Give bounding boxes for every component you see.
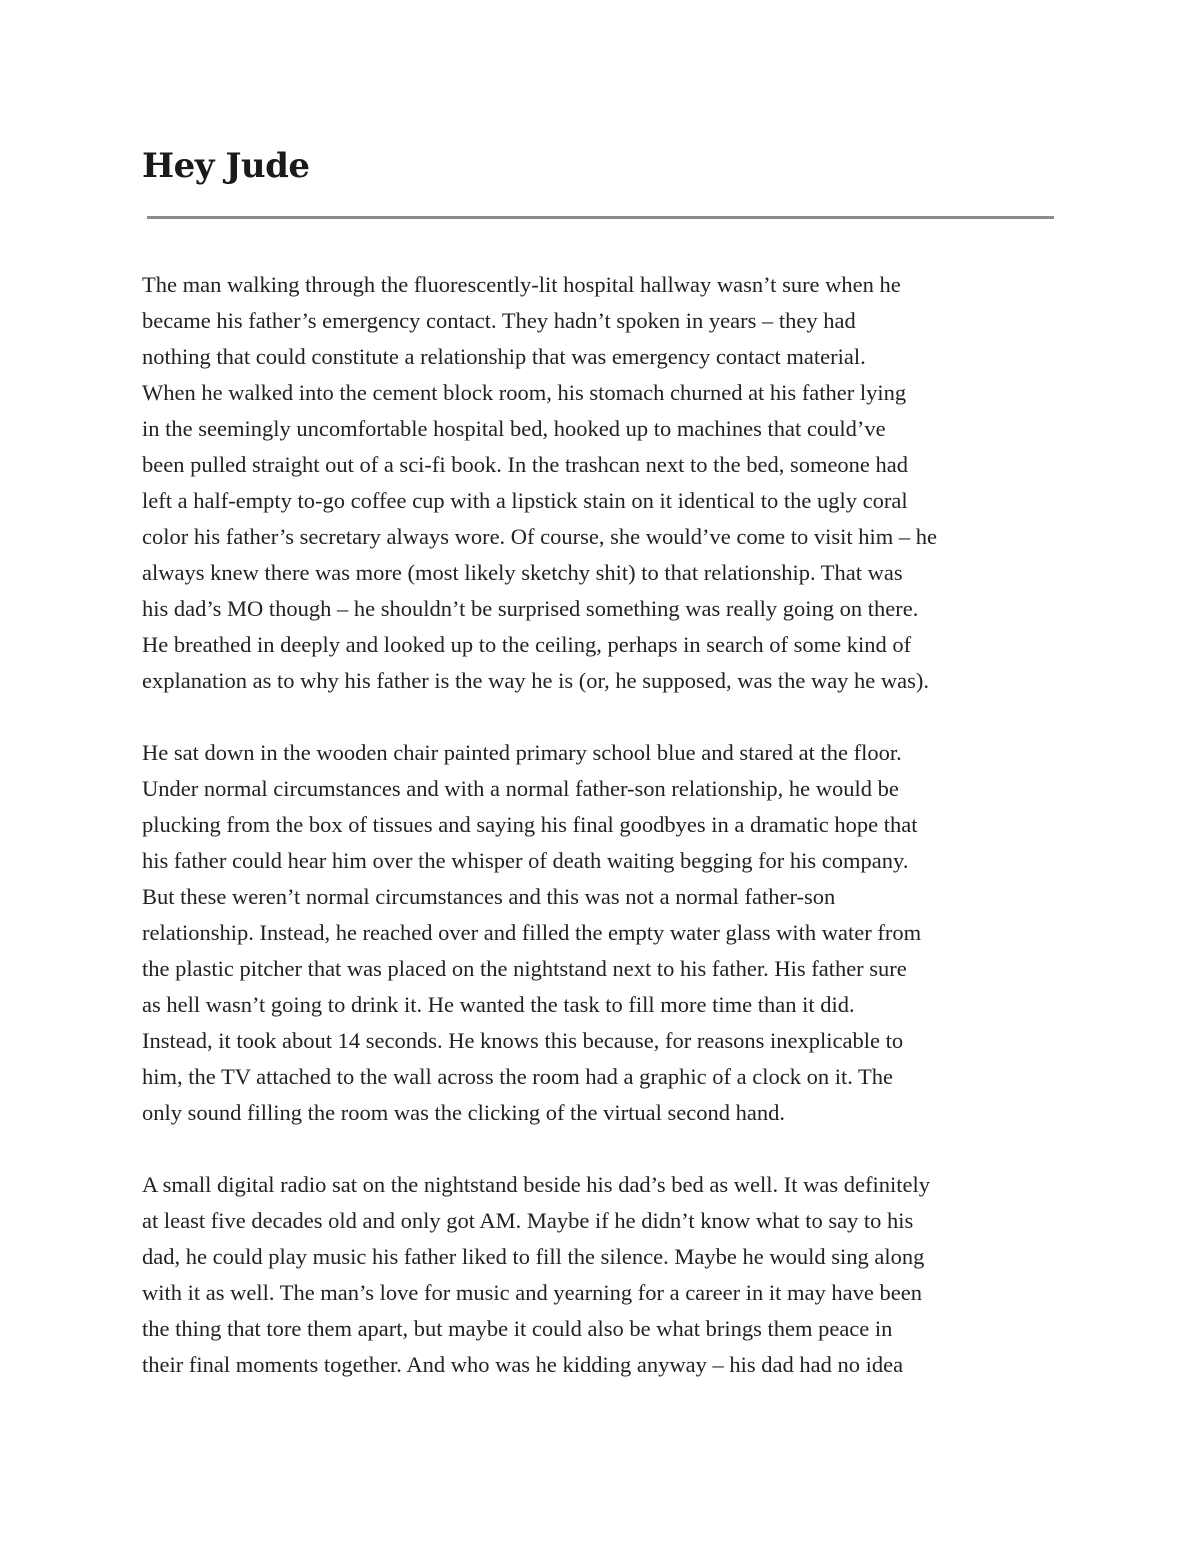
text-line: the plastic pitcher that was placed on the nightstand next to his father. His father sure (142, 956, 907, 981)
text-line: A small digital radio sat on the nightstand beside his dad’s bed as well. It was definitely (142, 1172, 930, 1197)
text-line: only sound filling the room was the clicking of the virtual second hand. (142, 1100, 785, 1125)
text-line: explanation as to why his father is the way he is (or, he supposed, was the way he was). (142, 668, 930, 693)
text-line: left a half-empty to-go coffee cup with a lipstick stain on it identical to the ugly coral (142, 488, 908, 513)
paragraph-3 (142, 1167, 1062, 1383)
text-line: at least five decades old and only got AM. Maybe if he didn’t know what to say to his (142, 1208, 914, 1233)
text-line: him, the TV attached to the wall across the room had a graphic of a clock on it. The (142, 1064, 894, 1089)
text-line: always knew there was more (most likely sketchy shit) to that relationship. That was (142, 560, 903, 585)
text-line: Instead, it took about 14 seconds. He knows this because, for reasons inexplicable to (142, 1028, 904, 1053)
document-title: Hey Jude (142, 146, 310, 186)
text-line: the thing that tore them apart, but maybe it could also be what brings them peace in (142, 1316, 893, 1341)
text-line: with it as well. The man’s love for music and yearning for a career in it may have been (142, 1280, 922, 1305)
text-line: as hell wasn’t going to drink it. He wanted the task to fill more time than it did. (142, 992, 855, 1017)
text-line: nothing that could constitute a relationship that was emergency contact material. (142, 344, 866, 369)
text-line: their final moments together. And who was he kidding anyway – his dad had no idea (142, 1352, 904, 1377)
text-line: relationship. Instead, he reached over and filled the empty water glass with water from (142, 920, 922, 945)
title-divider (147, 216, 1054, 219)
text-line: in the seemingly uncomfortable hospital bed, hooked up to machines that could’ve (142, 416, 886, 441)
document-body (142, 267, 1062, 1419)
text-line: When he walked into the cement block room, his stomach churned at his father lying (142, 380, 907, 405)
text-line: dad, he could play music his father liked to fill the silence. Maybe he would sing along (142, 1244, 925, 1269)
text-line: became his father’s emergency contact. They hadn’t spoken in years – they had (142, 308, 856, 333)
text-line: He sat down in the wooden chair painted primary school blue and stared at the floor. (142, 740, 902, 765)
text-line: his dad’s MO though – he shouldn’t be surprised something was really going on there. (142, 596, 919, 621)
paragraph-2 (142, 735, 1062, 1131)
text-line: Under normal circumstances and with a normal father-son relationship, he would be (142, 776, 899, 801)
text-line: The man walking through the fluorescently-lit hospital hallway wasn’t sure when he (142, 272, 901, 297)
paragraph-1 (142, 267, 1062, 699)
text-line: plucking from the box of tissues and saying his final goodbyes in a dramatic hope that (142, 812, 918, 837)
text-line: his father could hear him over the whisper of death waiting begging for his company. (142, 848, 909, 873)
text-line: color his father’s secretary always wore. Of course, she would’ve come to visit him – he (142, 524, 937, 549)
text-line: been pulled straight out of a sci-fi book. In the trashcan next to the bed, someone had (142, 452, 909, 477)
text-line: He breathed in deeply and looked up to the ceiling, perhaps in search of some kind of (142, 632, 912, 657)
text-line: But these weren’t normal circumstances and this was not a normal father-son (142, 884, 836, 909)
